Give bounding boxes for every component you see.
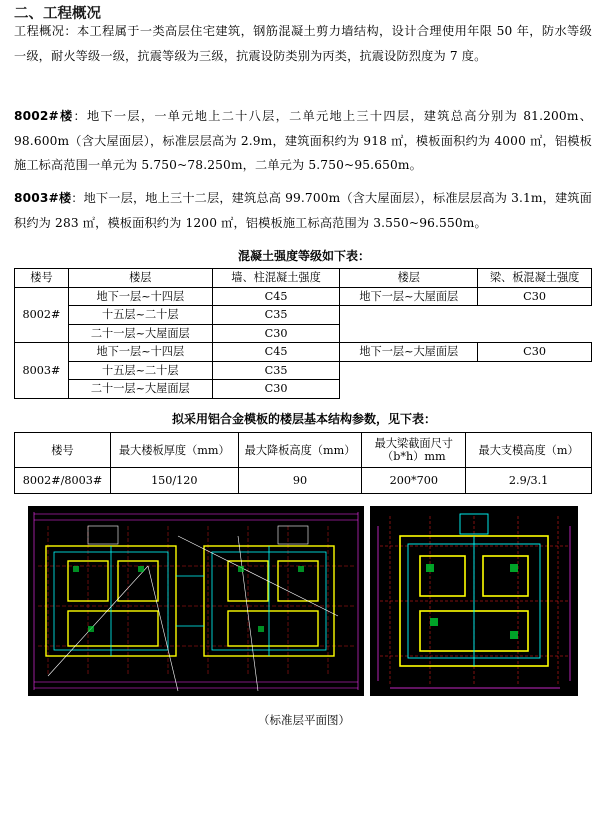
support-height-cell: 2.9/3.1 (466, 468, 592, 494)
wall-strength-cell: C30 (212, 324, 340, 343)
empty-cell (340, 306, 592, 343)
header-building: 楼号 (15, 269, 69, 288)
table-row (15, 287, 592, 306)
beam-strength-cell: C30 (478, 343, 592, 362)
header-support-height: 最大支模高度（m） (466, 433, 592, 468)
beam-strength-cell: C30 (478, 287, 592, 306)
building-8002-paragraph (14, 104, 592, 178)
wall-strength-cell: C45 (212, 287, 340, 306)
param-table-caption: 拟采用铝合金模板的楼层基本结构参数，见下表： (171, 412, 436, 426)
overview-text: 工程概况：本工程属于一类高层住宅建筑，钢筋混凝土剪力墙结构，设计合理使用年限 50 年，防水等级一级，耐火等级一级，抗震等级为三级，抗震设防类别为丙类，抗震设防烈度为 7 度。 (14, 24, 592, 63)
table-row (15, 343, 592, 362)
concrete-strength-table (14, 268, 592, 399)
wall-strength-cell: C30 (212, 380, 340, 399)
table-row (15, 468, 592, 494)
wall-strength-cell: C45 (212, 343, 340, 362)
floor-plan-drawing-right (370, 506, 578, 696)
floor-plan-drawing-left (28, 506, 364, 696)
wall-strength-cell: C35 (212, 361, 340, 380)
building-cell: 8003# (15, 343, 69, 399)
header-floor: 楼层 (68, 269, 212, 288)
table-row (15, 306, 592, 325)
concrete-table-caption: 混凝土强度等级如下表： (237, 249, 370, 263)
beam-floor-cell: 地下一层~大屋面层 (340, 287, 478, 306)
structure-param-table (14, 432, 592, 494)
drop-height-cell: 90 (238, 468, 362, 494)
table-header-row (15, 269, 592, 288)
floor-plan-left-svg (28, 506, 364, 696)
header-beam-strength: 梁、板混凝土强度 (478, 269, 592, 288)
building-8002-text: ：地下一层，一单元地上二十八层，二单元地上三十四层，建筑总高分别为 81.200m、98.600m（含大屋面层），标准层层高为 2.9m，建筑面积约为 918 ㎡，模板面积约为 4000 ㎡，铝模板施工标高范围一单元为 5.750~78.250m，二单元为 5.750~95.650m。 (14, 109, 592, 172)
building-8003-label: 8003#楼 (14, 191, 72, 205)
header-beam-section: 最大梁截面尺寸（b*h）mm (362, 433, 466, 468)
table-header-row (15, 433, 592, 468)
floor-plan-right-svg (370, 506, 578, 696)
floor-cell: 地下一层~十四层 (68, 343, 212, 362)
floor-cell: 二十一层~大屋面层 (68, 380, 212, 399)
building-cell: 8002#/8003# (15, 468, 111, 494)
overview-paragraph (14, 19, 592, 68)
header-wall-strength: 墙、柱混凝土强度 (212, 269, 340, 288)
header-beam-floor: 楼层 (340, 269, 478, 288)
floor-cell: 十五层~二十层 (68, 361, 212, 380)
header-slab-thickness: 最大楼板厚度（mm） (110, 433, 238, 468)
figure-caption: （标准层平面图） (258, 713, 350, 727)
beam-section-cell: 200*700 (362, 468, 466, 494)
building-8003-text: ：地下一层，地上三十二层，建筑总高 99.700m（含大屋面层），标准层层高为 3.1m，建筑面积约为 283 ㎡，模板面积约为 1200 ㎡，铝模板施工标高范围为 3.550~96.550m。 (14, 191, 592, 230)
header-building: 楼号 (15, 433, 111, 468)
table-row (15, 361, 592, 380)
empty-cell (340, 361, 592, 398)
beam-floor-cell: 地下一层~大屋面层 (340, 343, 478, 362)
floor-cell: 十五层~二十层 (68, 306, 212, 325)
floor-cell: 二十一层~大屋面层 (68, 324, 212, 343)
section-title: 二、工程概况 (14, 6, 101, 22)
building-8003-paragraph (14, 186, 592, 235)
building-cell: 8002# (15, 287, 69, 343)
building-8002-label: 8002#楼 (14, 109, 74, 123)
slab-thickness-cell: 150/120 (110, 468, 238, 494)
wall-strength-cell: C35 (212, 306, 340, 325)
header-drop-height: 最大降板高度（mm） (238, 433, 362, 468)
floor-cell: 地下一层~十四层 (68, 287, 212, 306)
